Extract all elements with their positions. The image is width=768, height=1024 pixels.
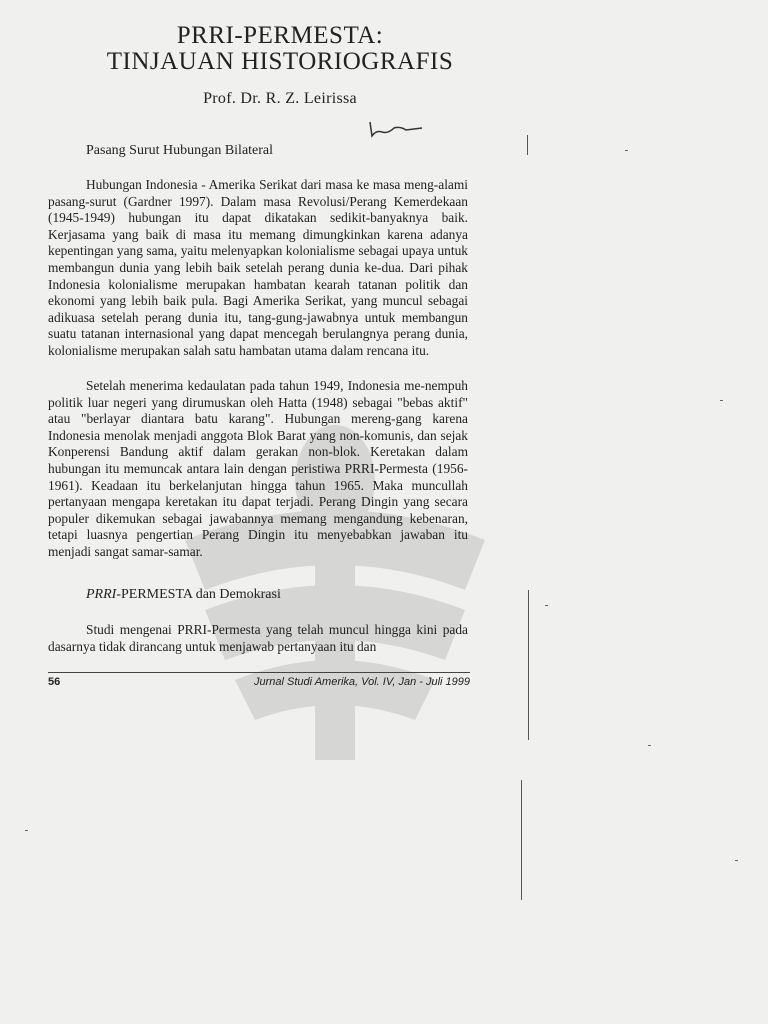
article-title-line1: PRRI-PERMESTA: xyxy=(176,22,384,49)
scan-speck xyxy=(735,860,738,861)
page-number: 56 xyxy=(48,676,61,688)
scan-margin-line xyxy=(521,780,522,900)
journal-citation: Jurnal Studi Amerika, Vol. IV, Jan - Juli 1999 xyxy=(253,676,470,688)
article-title-line2: TINJAUAN HISTORIOGRAFIS xyxy=(106,48,454,75)
heading-italic-part: PRRI xyxy=(86,587,117,602)
paragraph-2: Setelah menerima kedaulatan pada tahun 1949, Indonesia me-nempuh politik luar negeri yang dirumuskan oleh Hatta (1948) sebagai "bebas aktif" atau "berlayar diantara batu karang". Hubungan mereng-gang karena Indonesia menolak menjadi anggota Blok Barat yang non-komunis, dan sejak Konperensi Bandung aktif dalam gerakan non-blok. Keretakan dalam hubungan itu memuncak antara lain dengan peristiwa PRRI-Permesta (1956-1961). Keadaan itu berkelanjutan hingga tahun 1965. Maka muncullah pertanyaan mengapa keretakan itu dapat terjadi. Perang Dingin yang secara populer dikemukan sebagai jawabannya memang mengandung kebenaran, tetapi luasnya pengertian Perang Dingin itu menyebabkan jawaban itu menjadi sangat samar-samar. xyxy=(48,378,468,559)
section-heading-demokrasi xyxy=(86,587,281,603)
scan-margin-line xyxy=(527,135,528,155)
author-name: Prof. Dr. R. Z. Leirissa xyxy=(203,90,357,107)
section-heading-bilateral: Pasang Surut Hubungan Bilateral xyxy=(86,143,274,158)
scan-margin-line xyxy=(528,590,529,740)
scan-speck xyxy=(625,150,628,151)
paragraph-1: Hubungan Indonesia - Amerika Serikat dari masa ke masa meng-alami pasang-surut (Gardner 1997). Dalam masa Revolusi/Perang Kemerdekaan (1945-1949) hubungan itu dapat dikatakan sedikit-banyaknya baik. Kerjasama yang baik di masa itu memang dimungkinkan karena adanya kepentingan yang sama, yaitu melenyapkan kolonialisme sebagai upaya untuk membangun dunia yang lebih baik setelah perang dunia ke-dua. Dari pihak Indonesia kolonialisme merupakan hambatan kearah tatanan politik dan ekonomi yang lebih baik pula. Bagi Amerika Serikat, yang muncul sebagai adikuasa setelah perang dunia itu, tang-gung-jawabnya untuk membangun suatu tatanan internasional yang dapat mencegah berulangnya perang dunia, kolonialisme merupakan salah satu hambatan utama dalam rencana itu. xyxy=(48,177,468,358)
footer-rule xyxy=(48,672,470,673)
scan-speck xyxy=(720,400,723,401)
heading-rest-part: -PERMESTA dan Demokrasi xyxy=(116,587,281,602)
handwritten-signature xyxy=(366,118,426,140)
scan-speck xyxy=(545,605,548,606)
scan-speck xyxy=(25,830,28,831)
scan-speck xyxy=(648,745,651,746)
paragraph-3: Studi mengenai PRRI-Permesta yang telah muncul hingga kini pada dasarnya tidak dirancang untuk menjawab pertanyaan itu dan xyxy=(48,622,468,654)
